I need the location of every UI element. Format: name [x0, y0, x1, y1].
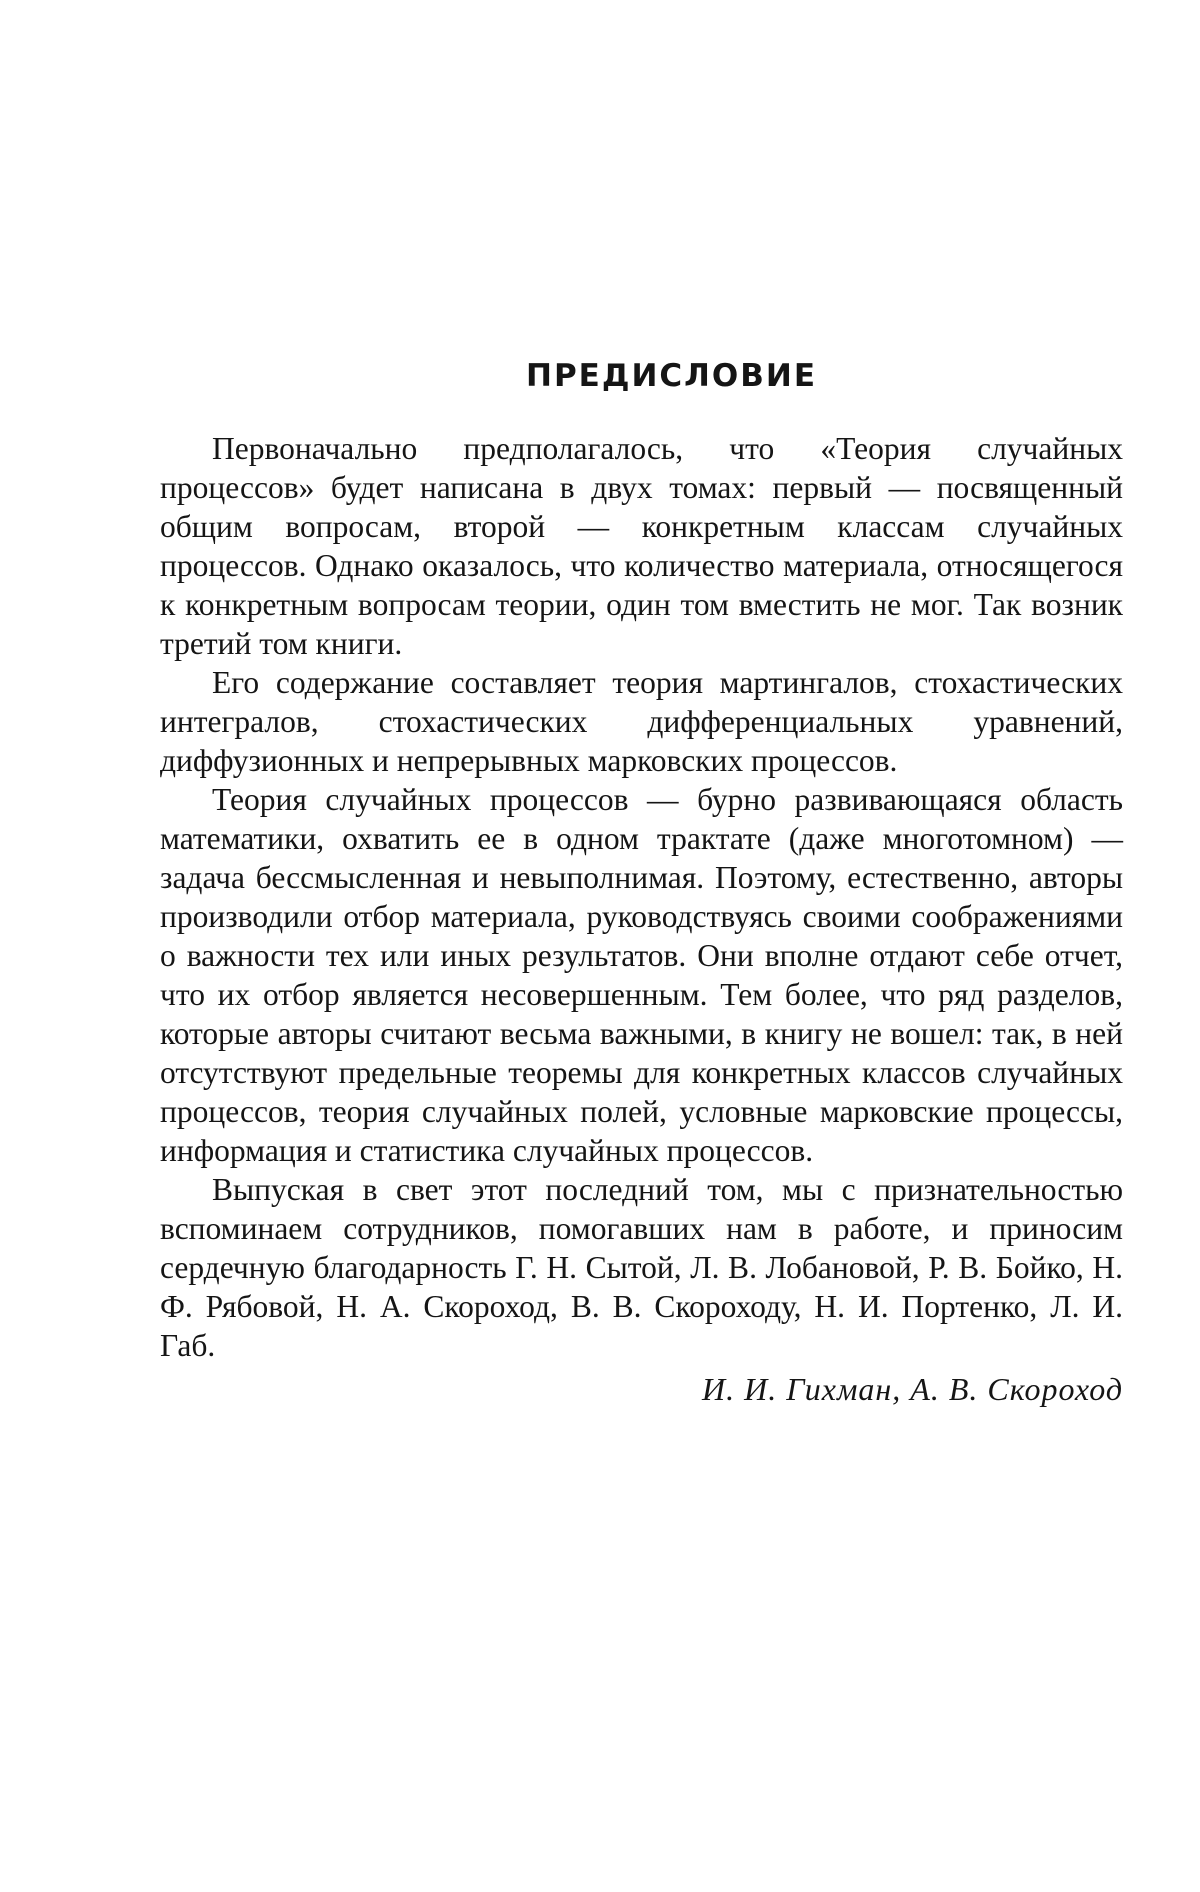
preface-paragraph-3: Теория случайных процессов — бурно развивающаяся область математики, охватить ее в одном трактате (даже многотомном) — задача бессмысленная и невыполнимая. Поэтому, естественно, авторы производили отбор материала, руководствуясь своими соображениями о важности тех или иных результатов. Они вполне отдают себе отчет, что их отбор является несовершенным. Тем более, что ряд разделов, которые авторы считают весьма важными, в книгу не вошел: так, в ней отсутствуют предельные теоремы для конкретных классов случайных процессов, теория случайных полей, условные марковские процессы, информация и статистика случайных процессов.: [160, 782, 1123, 1168]
preface-page: [160, 358, 1123, 1409]
preface-paragraph-2: Его содержание составляет теория мартингалов, стохастических интегралов, стохастических дифференциальных уравнений, диффузионных и непрерывных марковских процессов.: [160, 665, 1123, 778]
preface-paragraph-1: Первоначально предполагалось, что «Теория случайных процессов» будет написана в двух томах: первый — посвященный общим вопросам, второй — конкретным классам случайных процессов. Однако оказалось, что количество материала, относящегося к конкретным вопросам теории, один том вместить не мог. Так возник третий том книги.: [160, 431, 1123, 661]
preface-paragraph-4: Выпуская в свет этот последний том, мы с признательностью вспоминаем сотрудников, помогавших нам в работе, и приносим сердечную благодарность Г. Н. Сытой, Л. В. Лобановой, Р. В. Бойко, Н. Ф. Рябовой, Н. А. Скороход, В. В. Скороходу, Н. И. Портенко, Л. И. Габ.: [160, 1172, 1123, 1363]
preface-title: ПРЕДИСЛОВИЕ: [526, 358, 817, 394]
preface-signature: И. И. Гихман, А. В. Скороход: [701, 1371, 1123, 1407]
